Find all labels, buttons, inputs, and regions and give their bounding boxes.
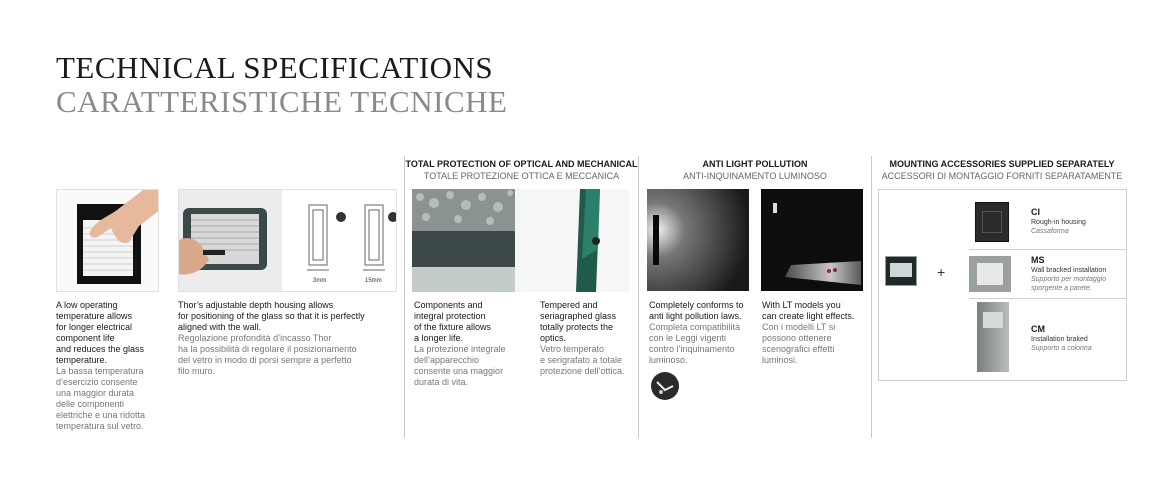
accessory-code: MS [1031, 255, 1045, 265]
text-temperature [56, 300, 145, 432]
text-it: La bassa temperatura d’esercizio consente una maggior durata delle componenti elettriche e una ridotta temperatura sul vetro. [56, 366, 146, 431]
heading-en: ANTI LIGHT POLLUTION [702, 159, 808, 169]
accessory-ci [1031, 208, 1086, 236]
section-heading-pollution [639, 158, 871, 182]
photo-glass-protection [412, 189, 629, 292]
accessory-name-en: Rough-in housing [1031, 219, 1086, 226]
accessory-code: CM [1031, 324, 1045, 334]
section-heading-protection [405, 158, 638, 182]
photo-wall-light [647, 189, 749, 291]
page-subtitle: CARATTERISTICHE TECNICHE [56, 84, 508, 119]
section-heading-accessories [872, 158, 1132, 182]
section-divider [404, 156, 405, 438]
accessory-name-en: Wall bracked installation [1031, 267, 1107, 274]
accessory-name-it: Supporto per montaggio sporgente a parete. [1031, 276, 1107, 292]
text-en: Components and integral protection of the fixture allows a longer life. [414, 300, 492, 343]
heading-en: TOTAL PROTECTION OF OPTICAL AND MECHANICAL [405, 159, 638, 169]
text-en: Thor’s adjustable depth housing allows for positioning of the glass so that it is perfectly aligned with the wall. [178, 300, 365, 332]
heading-en: MOUNTING ACCESSORIES SUPPLIED SEPARATELY [889, 159, 1115, 169]
accessory-divider [969, 298, 1127, 299]
accessory-ci-image [975, 202, 1009, 242]
text-it: Regolazione profondità d’incasso Thor ha la possibilità di regolare il posizionamento del vetro in modo di porsi sempre a perfetto filo muro. [178, 333, 357, 376]
accessory-name-en: Installation braked [1031, 336, 1088, 343]
accessory-ms [1031, 256, 1106, 293]
section-divider [871, 156, 872, 438]
dim-label-15mm: 15mm [365, 278, 382, 284]
lt-detail-icon [651, 372, 679, 400]
text-components [414, 300, 506, 388]
accessories-panel [878, 189, 1127, 381]
accessory-code: CI [1031, 207, 1040, 217]
photo-housing-diagram [178, 189, 397, 292]
text-en: A low operating temperature allows for longer electrical component life and reduces the glass temperature. [56, 300, 145, 365]
section-divider [638, 156, 639, 438]
plus-sign: + [937, 264, 946, 280]
heading-it: ACCESSORI DI MONTAGGIO FORNITI SEPARATAMENTE [881, 171, 1123, 181]
accessory-name-it: Supporto a colonna [1031, 345, 1092, 352]
text-it: La protezione integrale dell’apparecchio consente una maggior durata di vita. [414, 344, 506, 387]
accessory-cm-image [977, 302, 1009, 372]
text-it: Vetro temperato e serigrafato a totale protezione dell’ottica. [540, 344, 625, 376]
photo-lt-effect [761, 189, 863, 291]
photo-hand-fixture [56, 189, 159, 292]
text-conforms [649, 300, 744, 366]
text-lt [762, 300, 854, 366]
accessory-cm [1031, 325, 1092, 353]
text-en: Tempered and seriagraphed glass totally protects the optics. [540, 300, 617, 343]
text-it: Con i modelli LT si possono ottenere scenografici effetti luminosi. [762, 322, 836, 365]
page-title: TECHNICAL SPECIFICATIONS [56, 50, 494, 85]
text-en: Completely conforms to anti light pollution laws. [649, 300, 744, 321]
accessory-divider [969, 249, 1127, 250]
heading-it: TOTALE PROTEZIONE OTTICA E MECCANICA [423, 171, 620, 181]
text-it: Completa compatibilità con le Leggi vigenti contro l’inquinamento luminoso. [649, 322, 741, 365]
heading-it: ANTI-INQUINAMENTO LUMINOSO [683, 171, 827, 181]
dim-label-3mm: 3mm [313, 278, 327, 284]
accessory-name-it: Cassaforma [1031, 228, 1069, 235]
product-thumbnail [885, 256, 917, 286]
text-depth [178, 300, 365, 377]
accessory-ms-image [969, 256, 1011, 292]
text-glass [540, 300, 625, 377]
text-en: With LT models you can create light effects. [762, 300, 855, 321]
